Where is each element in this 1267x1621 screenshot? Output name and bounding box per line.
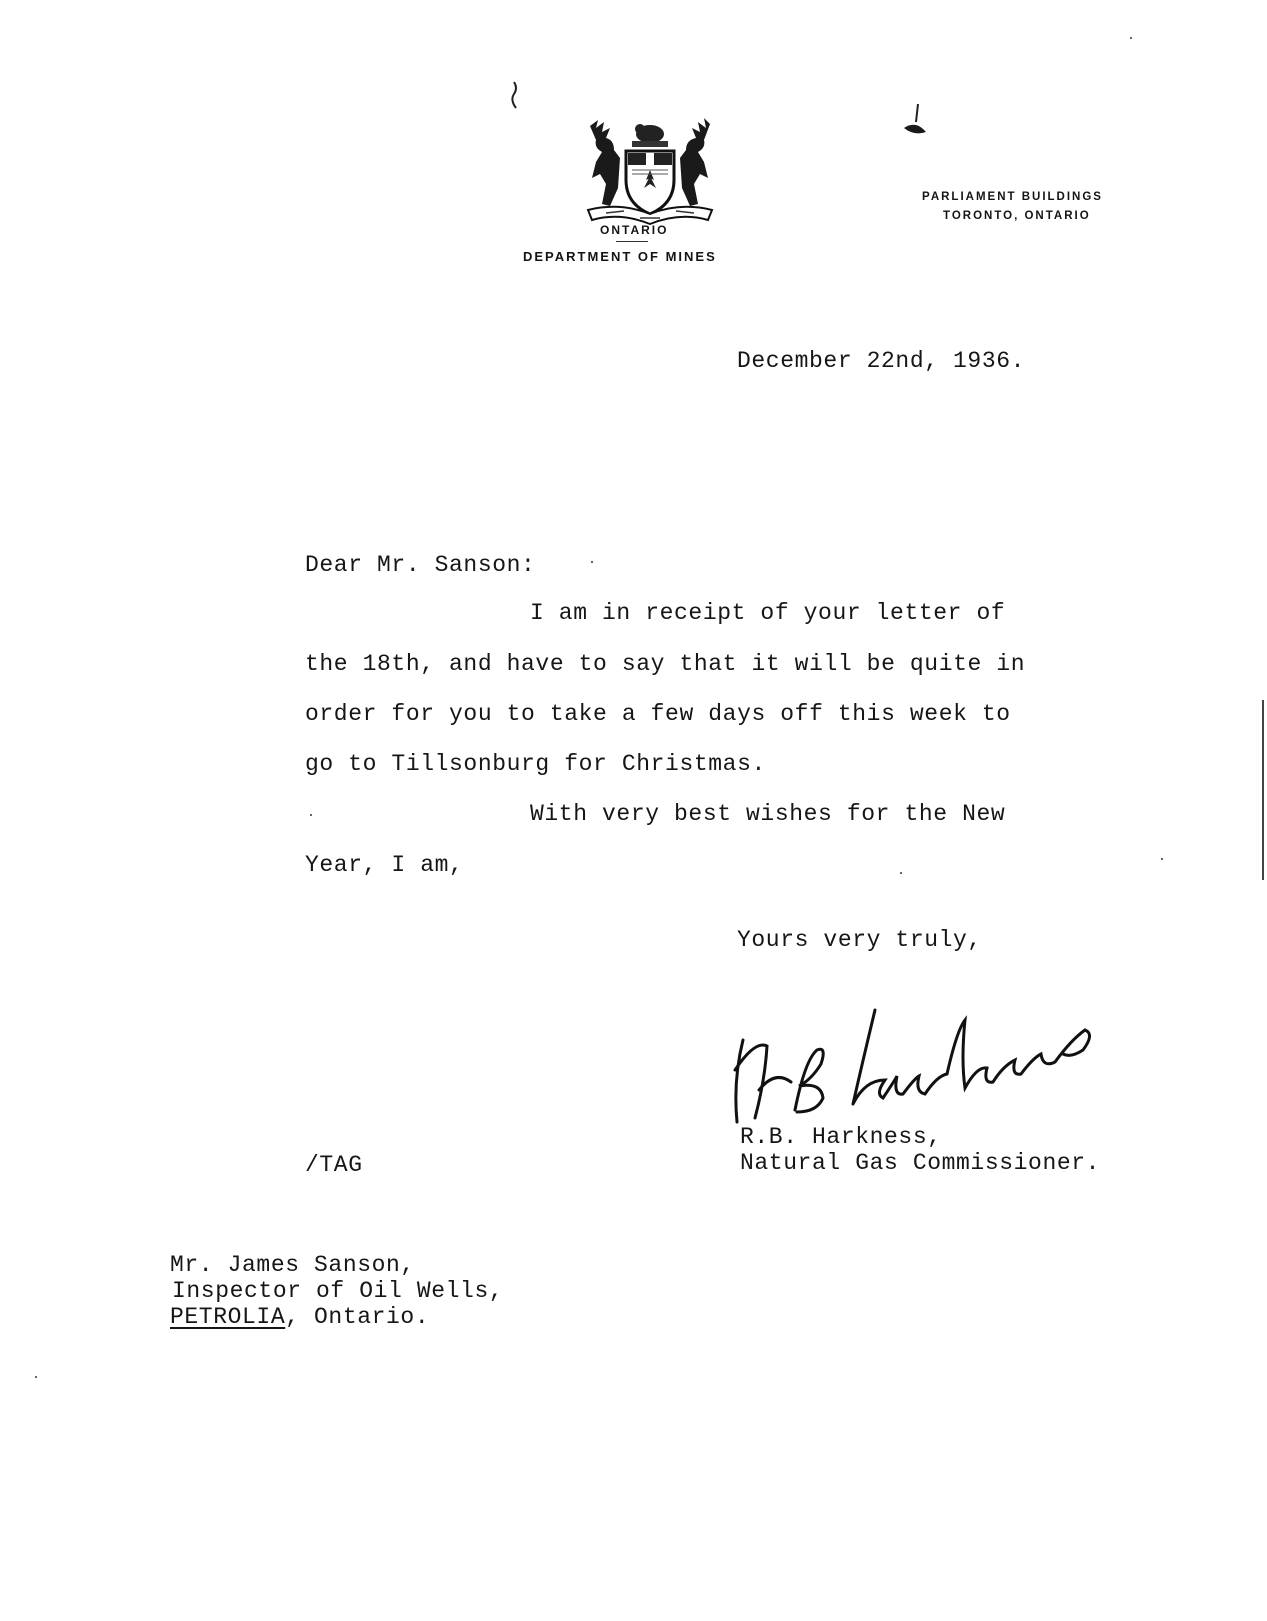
letterhead-province: ONTARIO	[600, 223, 669, 237]
letterhead-department: DEPARTMENT OF MINES	[523, 249, 717, 264]
body-paragraph-2-line-2: Year, I am,	[305, 852, 464, 878]
scan-speck	[591, 561, 593, 563]
body-paragraph-2-line-1: With very best wishes for the New	[530, 801, 1006, 827]
recipient-position: Inspector of Oil Wells,	[172, 1278, 504, 1304]
handwritten-signature	[725, 1000, 1115, 1130]
body-paragraph-1-line-1: I am in receipt of your letter of	[530, 600, 1006, 626]
recipient-province: , Ontario.	[285, 1304, 430, 1330]
closing: Yours very truly,	[737, 927, 982, 953]
scan-speck	[1130, 37, 1132, 39]
ink-mark-icon	[508, 80, 522, 110]
letterhead-rule	[616, 241, 648, 242]
recipient-name: Mr. James Sanson,	[170, 1252, 415, 1278]
scan-speck	[310, 814, 312, 816]
scan-edge-line	[1262, 700, 1264, 880]
letter-date: December 22nd, 1936.	[737, 348, 1026, 374]
body-paragraph-1-line-3: order for you to take a few days off this week to	[305, 701, 1011, 727]
recipient-address-line	[170, 1304, 429, 1330]
letterhead-address-line-1: PARLIAMENT BUILDINGS	[922, 191, 1103, 203]
scan-speck	[900, 872, 902, 874]
body-paragraph-1-line-2: the 18th, and have to say that it will be quite in	[305, 651, 1026, 677]
salutation: Dear Mr. Sanson:	[305, 552, 536, 578]
ink-mark-icon	[900, 102, 930, 142]
letterhead-address-line-2: TORONTO, ONTARIO	[943, 210, 1091, 222]
ontario-coat-of-arms-icon	[580, 118, 720, 226]
scan-speck	[35, 1376, 37, 1378]
body-paragraph-1-line-4: go to Tillsonburg for Christmas.	[305, 751, 766, 777]
typist-reference: /TAG	[305, 1152, 363, 1178]
scan-speck	[1161, 858, 1163, 860]
signatory-title: Natural Gas Commissioner.	[740, 1150, 1101, 1176]
recipient-city: PETROLIA	[170, 1304, 286, 1330]
signatory-name: R.B. Harkness,	[740, 1124, 942, 1150]
